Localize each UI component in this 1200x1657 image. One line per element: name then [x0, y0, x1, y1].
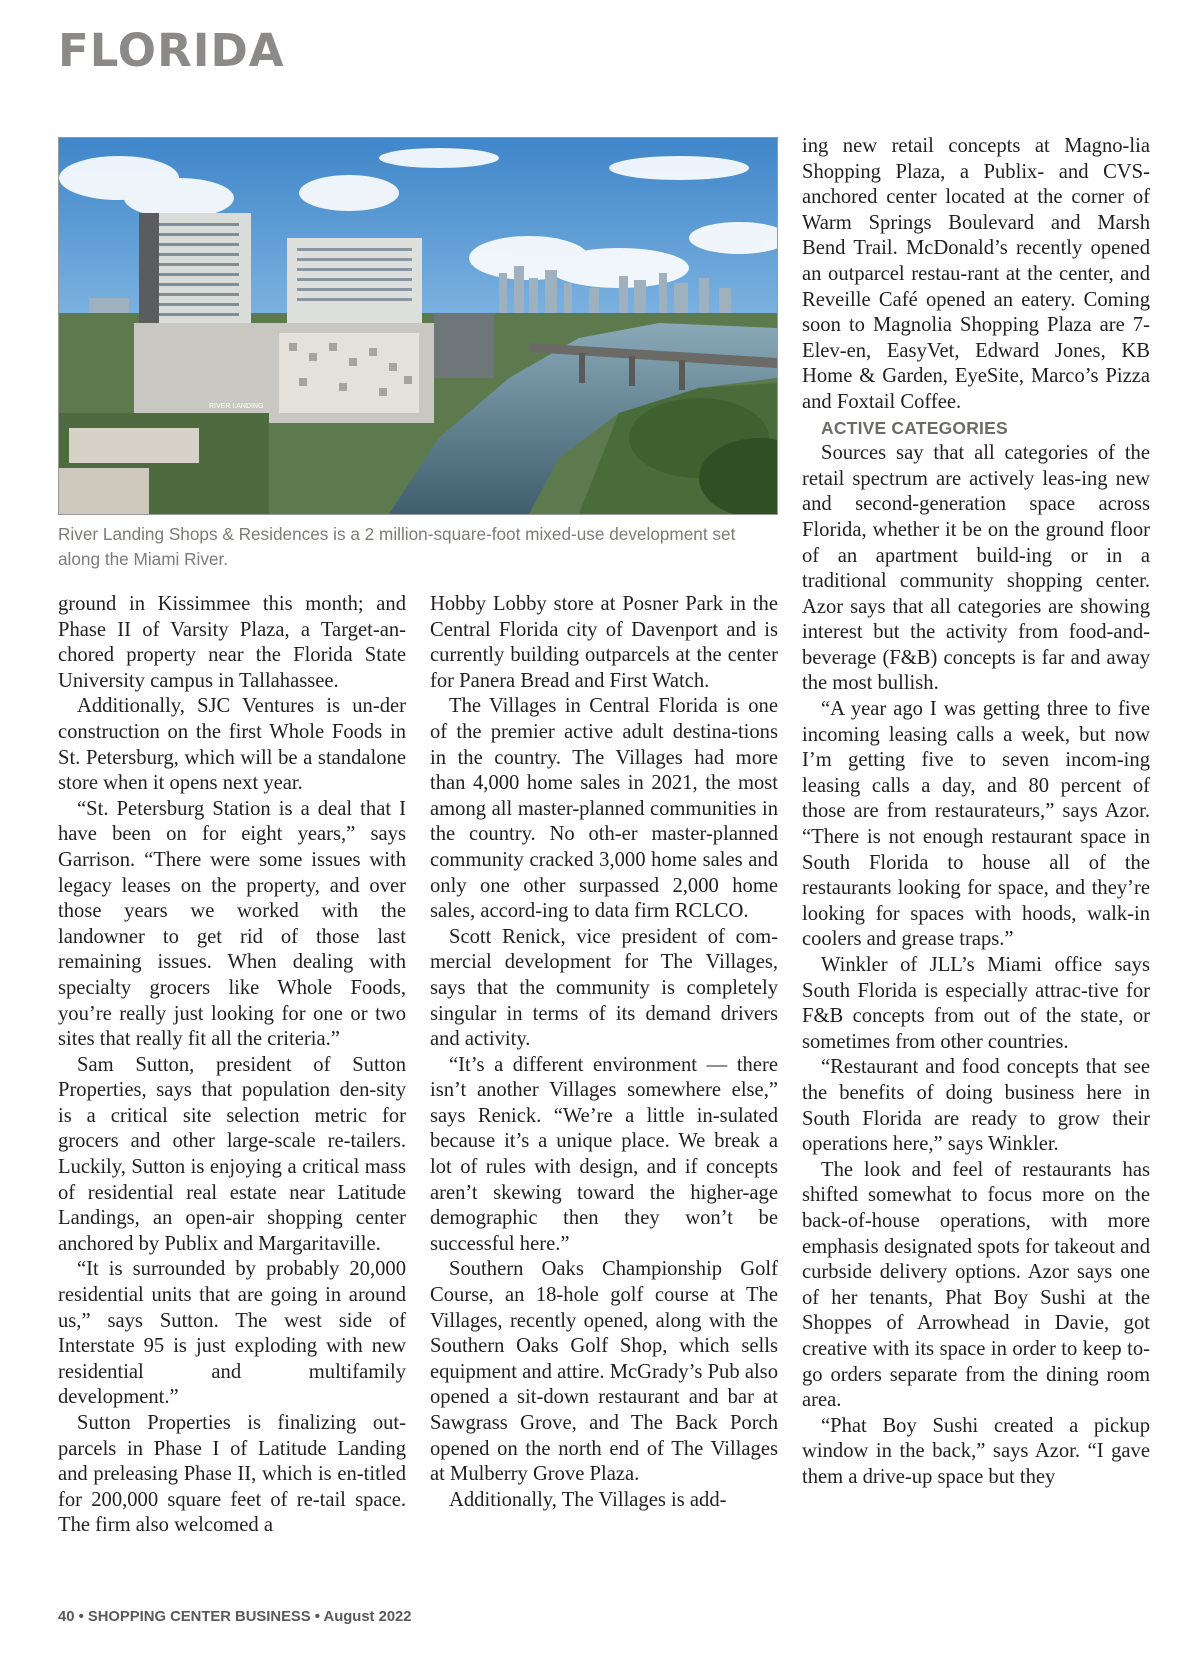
- paragraph: Sutton Properties is finalizing out-parcels in Phase I of Latitude Landing and preleasing Phase II, which is en-titled for 200,000 square feet of re-tail space. The firm also welcomed a: [58, 1412, 406, 1537]
- column-middle: [430, 592, 778, 1513]
- paragraph: ground in Kissimmee this month; and Phase II of Varsity Plaza, a Target-an-chored property near the Florida State University campus in Tallahassee.: [58, 593, 406, 692]
- page-footer: 40 • SHOPPING CENTER BUSINESS • August 2022: [58, 1609, 412, 1625]
- column-right: [802, 134, 1150, 1490]
- paragraph: The Villages in Central Florida is one of the premier active adult destina-tions in the country. The Villages had more than 4,000 home sales in 2021, the most among all master-planned communities in the country. No oth-er master-planned community cracked 3,000 home sales and only one other surpassed 2,000 home sales, accord-ing to data firm RCLCO.: [430, 695, 778, 923]
- building-sign: RIVER LANDING: [209, 403, 264, 410]
- paragraph: The look and feel of restaurants has shifted somewhat to focus more on the back-of-house operations, with more emphasis designated spots for takeout and curbside delivery options. Azor says one of her tenants, Phat Boy Sushi at the Shoppes of Arrowhead in Davie, got creative with its space in order to keep to-go orders separate from the dining room area.: [802, 1158, 1150, 1412]
- paragraph: “Restaurant and food concepts that see the benefits of doing business here in South Florida are ready to grow their operations here,” says Winkler.: [802, 1056, 1150, 1156]
- paragraph: Winkler of JLL’s Miami office says South Florida is especially attrac-tive for F&B concepts from out of the state, or sometimes from other countries.: [802, 954, 1150, 1053]
- column-left: [58, 592, 406, 1539]
- subhead-active-categories: ACTIVE CATEGORIES: [821, 417, 1008, 438]
- photo-caption: River Landing Shops & Residences is a 2 million-square-foot mixed-use development set along the Miami River.: [58, 524, 736, 569]
- section-title: FLORIDA: [58, 24, 285, 77]
- paragraph: ing new retail concepts at Magno-lia Shopping Plaza, a Publix- and CVS-anchored center located at the corner of Warm Springs Boulevard and Marsh Bend Trail. McDonald’s recently opened an outparcel restau-rant at the center, and Reveille Café opened an eatery. Coming soon to Magnolia Shopping Plaza are 7-Elev-en, EasyVet, Edward Jones, KB Home & Garden, EyeSite, Marco’s Pizza and Foxtail Coffee.: [802, 135, 1150, 413]
- paragraph: Southern Oaks Championship Golf Course, an 18-hole golf course at The Villages, recently opened, along with the Southern Oaks Golf Shop, which sells equipment and attire. McGrady’s Pub also opened a sit-down restaurant and bar at Sawgrass Grove, and The Back Porch opened on the north end of The Villages at Mulberry Grove Plaza.: [430, 1258, 778, 1486]
- paragraph: Sam Sutton, president of Sutton Properties, says that population den-sity is a critical site selection metric for grocers and other large-scale re-tailers. Luckily, Sutton is enjoying a critical mass of residential real estate near Latitude Landings, an open-air shopping center anchored by Publix and Margaritaville.: [58, 1053, 406, 1255]
- paragraph: Hobby Lobby store at Posner Park in the Central Florida city of Davenport and is currently building outparcels at the center for Panera Bread and First Watch.: [430, 593, 778, 692]
- paragraph: “St. Petersburg Station is a deal that I have been on for eight years,” says Garrison. “There were some issues with legacy leases on the property, and over those years we worked with the landowner to get rid of those last remaining issues. When dealing with specialty grocers like Whole Foods, you’re really just looking for one or two sites that really fit all the criteria.”: [58, 797, 406, 1051]
- aerial-city-illustration: [59, 138, 777, 514]
- paragraph: “It is surrounded by probably 20,000 residential units that are going in around us,” says Sutton. The west side of Interstate 95 is just exploding with new residential and multifamily development.”: [58, 1258, 406, 1409]
- paragraph: Sources say that all categories of the retail spectrum are actively leas-ing new and second-generation space across Florida, whether it be on the ground floor of an apartment build-ing or in a traditional community shopping center. Azor says that all categories are showing interest but the activity from food-and-beverage (F&B) concepts is far and away the most bullish.: [802, 442, 1150, 695]
- paragraph: “A year ago I was getting three to five incoming leasing calls a week, but now I’m getting five to seven incom-ing leasing calls a day, and 80 percent of those are from restaurateurs,” says Azor. “There is not enough restaurant space in South Florida to house all of the restaurants looking for space, and they’re looking for spaces with hoods, walk-in coolers and grease traps.”: [802, 698, 1150, 951]
- paragraph: Scott Renick, vice president of com-mercial development for The Villages, says that the community is completely singular in terms of its demand drivers and activity.: [430, 925, 778, 1051]
- paragraph: Additionally, SJC Ventures is un-der construction on the first Whole Foods in St. Petersburg, which will be a standalone store when it opens next year.: [58, 695, 406, 795]
- paragraph: Additionally, The Villages is add-: [449, 1488, 727, 1511]
- paragraph: “Phat Boy Sushi created a pickup window in the back,” says Azor. “I gave them a drive-up space but they: [802, 1414, 1150, 1488]
- river-landing-photo: [58, 137, 778, 515]
- paragraph: “It’s a different environment — there isn’t another Villages somewhere else,” says Renick. “We’re a little in-sulated because it’s a unique place. We break a lot of rules with design, and if concepts aren’t skewing toward the higher-age demographic then they won’t be successful here.”: [430, 1053, 778, 1255]
